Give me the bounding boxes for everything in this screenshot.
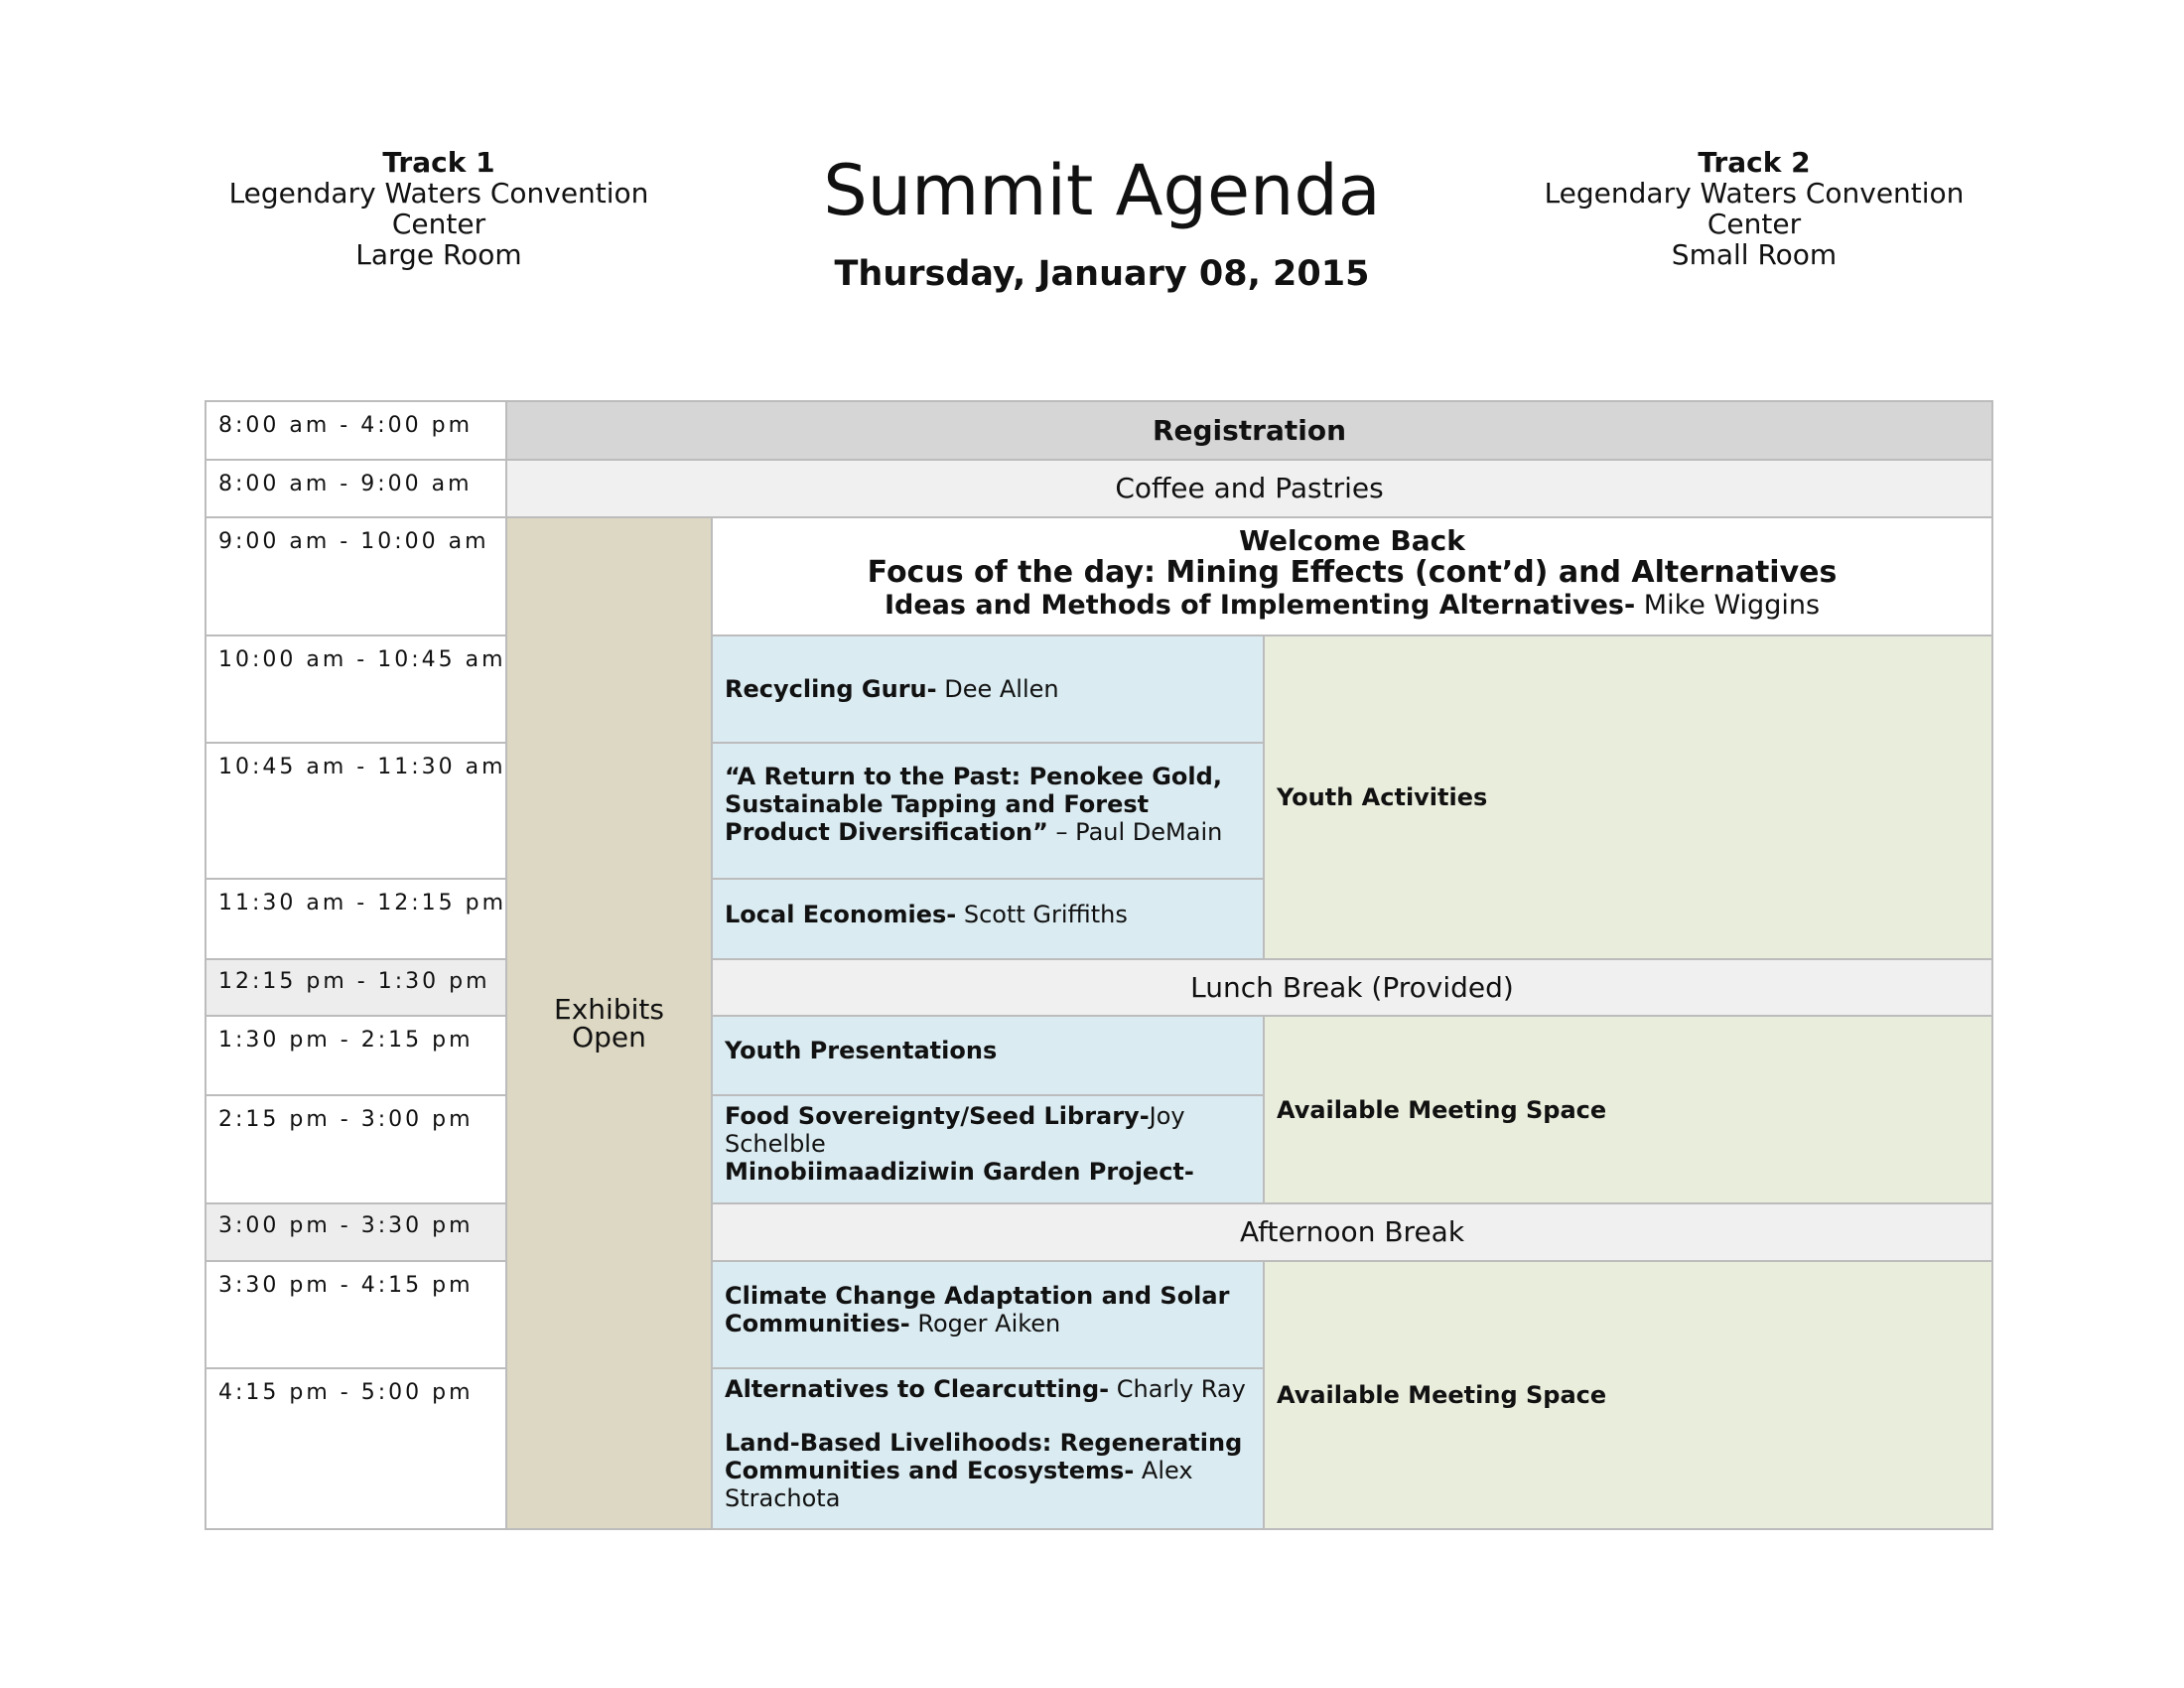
- session-title: Land-Based Livelihoods: Regenerating Communities and Ecosystems-: [725, 1429, 1243, 1484]
- session-title: Climate Change Adaptation and Solar Communities-: [725, 1282, 1230, 1337]
- session-title: Minobiimaadiziwin Garden Project-: [725, 1157, 1194, 1186]
- track2-room: Small Room: [1671, 238, 1838, 271]
- welcome-cell: [712, 517, 1992, 635]
- session-speaker: Dee Allen: [936, 675, 1059, 703]
- session-speaker: Charly Ray: [1109, 1375, 1246, 1403]
- table-row: [205, 460, 1992, 517]
- focus-of-day: Focus of the day: Mining Effects (cont’d) and Alternatives: [867, 555, 1838, 590]
- coffee-cell: Coffee and Pastries: [506, 460, 1992, 517]
- session-speaker: Scott Griffiths: [956, 900, 1128, 928]
- session-speaker: Alex Strachota: [725, 1457, 1193, 1512]
- session-cell: [712, 1261, 1264, 1368]
- session-title: Local Economies-: [725, 900, 957, 928]
- table-row: [205, 401, 1992, 460]
- time-cell: 4:15 pm - 5:00 pm: [205, 1368, 506, 1529]
- session-entry: [725, 1429, 1251, 1512]
- session-title: Recycling Guru-: [725, 675, 937, 703]
- track1-room: Large Room: [355, 238, 522, 271]
- session-title: Food Sovereignty/Seed Library-: [725, 1101, 1150, 1130]
- time-cell: 12:15 pm - 1:30 pm: [205, 959, 506, 1016]
- session-cell: [712, 1368, 1264, 1529]
- keynote-line: [725, 590, 1979, 622]
- time-cell: 10:00 am - 10:45 am: [205, 635, 506, 743]
- session-speaker: Roger Aiken: [909, 1310, 1061, 1337]
- table-row: [205, 1261, 1992, 1368]
- keynote-title: Ideas and Methods of Implementing Alternatives-: [884, 590, 1636, 621]
- session-cell: [712, 1095, 1264, 1203]
- welcome-title: Welcome Back: [1239, 524, 1465, 557]
- session-cell: [712, 635, 1264, 743]
- time-cell: 1:30 pm - 2:15 pm: [205, 1016, 506, 1095]
- session-cell: [712, 879, 1264, 959]
- title-block: [754, 149, 1449, 294]
- table-row: [205, 635, 1992, 743]
- time-cell: 11:30 am - 12:15 pm: [205, 879, 506, 959]
- time-cell: 10:45 am - 11:30 am: [205, 743, 506, 879]
- time-cell: 3:30 pm - 4:15 pm: [205, 1261, 506, 1368]
- session-entry: [725, 1375, 1251, 1403]
- session-speaker: Joy Schelble: [725, 1101, 1185, 1158]
- table-row: [205, 517, 1992, 635]
- session-title: Youth Presentations: [725, 1037, 998, 1064]
- afternoon-break-cell: Afternoon Break: [712, 1203, 1992, 1261]
- track2-header: [1506, 147, 2002, 270]
- session-speaker: – Paul DeMain: [1047, 817, 1223, 846]
- track1-name: Track 1: [382, 146, 495, 179]
- time-cell: 8:00 am - 9:00 am: [205, 460, 506, 517]
- track1-venue: Legendary Waters Convention Center: [228, 177, 649, 240]
- session-title: “A Return to the Past: Penokee Gold, Sustainable Tapping and Forest Product Diversification”: [725, 762, 1222, 846]
- table-row: [205, 1016, 1992, 1095]
- time-cell: 2:15 pm - 3:00 pm: [205, 1095, 506, 1203]
- session-title: Alternatives to Clearcutting-: [725, 1375, 1110, 1403]
- time-cell: 9:00 am - 10:00 am: [205, 517, 506, 635]
- keynote-speaker: Mike Wiggins: [1635, 590, 1821, 621]
- table-row: [205, 959, 1992, 1016]
- exhibits-cell: Exhibits Open: [506, 517, 712, 1529]
- track2-venue: Legendary Waters Convention Center: [1544, 177, 1965, 240]
- track2-cell: Youth Activities: [1264, 635, 1992, 959]
- track2-cell: Available Meeting Space: [1264, 1261, 1992, 1529]
- agenda-table: [205, 400, 1993, 1530]
- session-cell: [712, 743, 1264, 879]
- track2-cell: Available Meeting Space: [1264, 1016, 1992, 1203]
- time-cell: 3:00 pm - 3:30 pm: [205, 1203, 506, 1261]
- time-cell: 8:00 am - 4:00 pm: [205, 401, 506, 460]
- table-row: [205, 1203, 1992, 1261]
- track2-name: Track 2: [1698, 146, 1811, 179]
- agenda-date: Thursday, January 08, 2015: [834, 254, 1370, 294]
- lunch-cell: Lunch Break (Provided): [712, 959, 1992, 1016]
- session-cell: [712, 1016, 1264, 1095]
- page-title: Summit Agenda: [823, 150, 1381, 231]
- track1-header: [191, 147, 687, 270]
- registration-cell: Registration: [506, 401, 1992, 460]
